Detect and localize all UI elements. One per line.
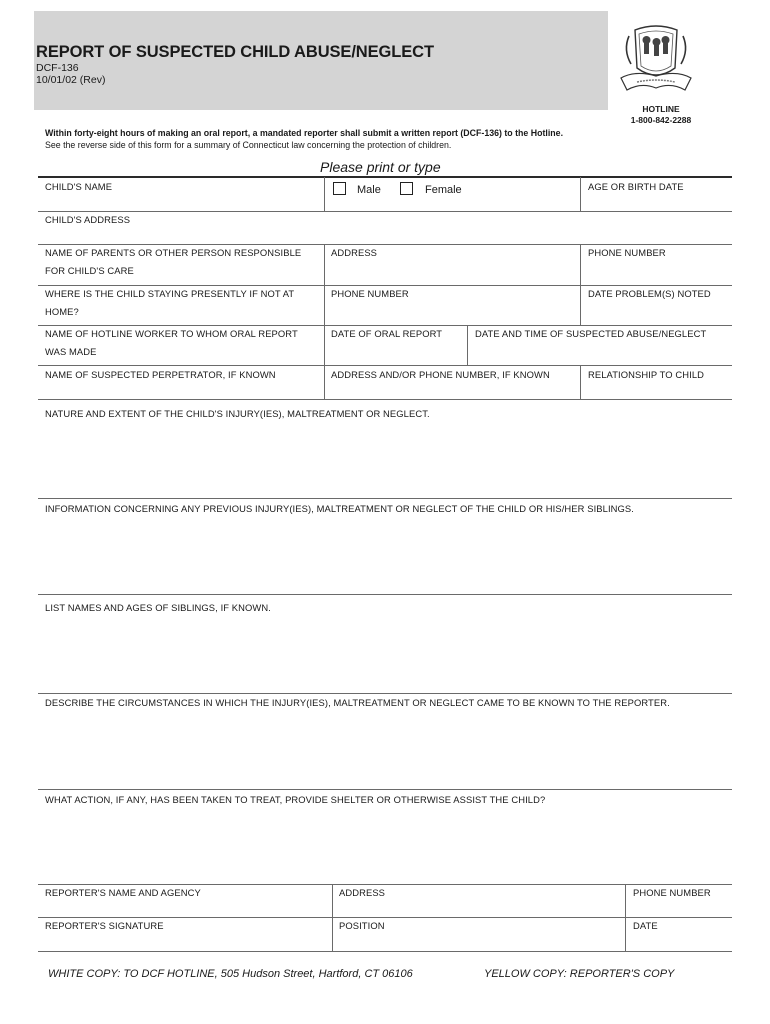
circumstances-label: DESCRIBE THE CIRCUMSTANCES IN WHICH THE INJURY(IES), MALTREATMENT OR NEGLECT CAME TO BE KNOWN TO THE REPORTER. [45,697,670,708]
position-label: POSITION [339,920,385,931]
column-divider [324,244,325,399]
column-divider [580,177,581,211]
staying-phone-label: PHONE NUMBER [331,288,409,299]
hotline-number: 1-800-842-2288 [630,115,692,125]
perpetrator-address-label: ADDRESS AND/OR PHONE NUMBER, IF KNOWN [331,369,550,380]
state-seal-icon [615,20,697,100]
female-checkbox[interactable] [400,182,413,195]
form-number-block [36,62,105,86]
female-label: Female [425,184,462,196]
male-checkbox[interactable] [333,182,346,195]
row-divider [38,594,732,595]
siblings-label: LIST NAMES AND AGES OF SIBLINGS, IF KNOWN. [45,602,271,613]
yellow-copy-note: YELLOW COPY: REPORTER'S COPY [484,968,675,980]
parents-name-line1: NAME OF PARENTS OR OTHER PERSON RESPONSIBLE [45,247,302,258]
row-divider [38,211,732,212]
form-revision: 10/01/02 (Rev) [36,74,106,86]
nature-extent-label: NATURE AND EXTENT OF THE CHILD'S INJURY(IES), MALTREATMENT OR NEGLECT. [45,408,430,419]
form-number: DCF-136 [36,62,79,74]
row-divider [38,789,732,790]
action-taken-label: WHAT ACTION, IF ANY, HAS BEEN TAKEN TO TREAT, PROVIDE SHELTER OR OTHERWISE ASSIST THE CHILD? [45,794,546,805]
print-instruction: Please print or type [320,159,441,175]
date-problems-label: DATE PROBLEM(S) NOTED [588,288,711,299]
intro-reference: See the reverse side of this form for a summary of Connecticut law concerning the protection of children. [45,140,452,150]
white-copy-note: WHITE COPY: TO DCF HOTLINE, 505 Hudson Street, Hartford, CT 06106 [48,968,413,980]
childs-address-label: CHILD'S ADDRESS [45,214,131,225]
reporter-signature-label: REPORTER'S SIGNATURE [45,920,164,931]
column-divider [324,177,325,211]
parents-address-label: ADDRESS [331,247,378,258]
reporter-phone-label: PHONE NUMBER [633,887,711,898]
hotline-worker-line1: NAME OF HOTLINE WORKER TO WHOM ORAL REPORT [45,328,298,339]
hotline-worker-label [45,325,298,361]
staying-line1: WHERE IS THE CHILD STAYING PRESENTLY IF NOT AT [45,288,295,299]
male-label: Male [357,184,381,196]
childs-name-label: CHILD'S NAME [45,181,113,192]
parents-phone-label: PHONE NUMBER [588,247,666,258]
column-divider [580,244,581,325]
staying-location-label [45,285,294,321]
reporter-name-label: REPORTER'S NAME AND AGENCY [45,887,201,898]
parents-name-line2: FOR CHILD'S CARE [45,265,134,276]
intro-instruction: Within forty-eight hours of making an oral report, a mandated reporter shall submit a written report (DCF-136) to the Hotline. [45,128,564,138]
date-oral-report-label: DATE OF ORAL REPORT [331,328,443,339]
column-divider [580,365,581,399]
column-divider [467,325,468,365]
column-divider [625,884,626,951]
row-divider [38,498,732,499]
form-title: REPORT OF SUSPECTED CHILD ABUSE/NEGLECT [36,43,434,61]
row-divider [38,399,732,400]
hotline-label: HOTLINE [642,104,680,114]
parents-name-label [45,244,301,280]
form-bottom-rule [38,951,732,952]
reporter-address-label: ADDRESS [339,887,386,898]
previous-info-label: INFORMATION CONCERNING ANY PREVIOUS INJURY(IES), MALTREATMENT OR NEGLECT OF THE CHILD OR HIS/HER SIBLINGS. [45,503,634,514]
date-label: DATE [633,920,658,931]
hotline-block [610,104,712,126]
date-time-suspected-label: DATE AND TIME OF SUSPECTED ABUSE/NEGLECT [475,328,707,339]
age-birth-date-label: AGE OR BIRTH DATE [588,181,684,192]
hotline-worker-line2: WAS MADE [45,346,97,357]
staying-line2: HOME? [45,306,79,317]
perpetrator-name-label: NAME OF SUSPECTED PERPETRATOR, IF KNOWN [45,369,276,380]
column-divider [332,884,333,951]
relationship-label: RELATIONSHIP TO CHILD [588,369,705,380]
